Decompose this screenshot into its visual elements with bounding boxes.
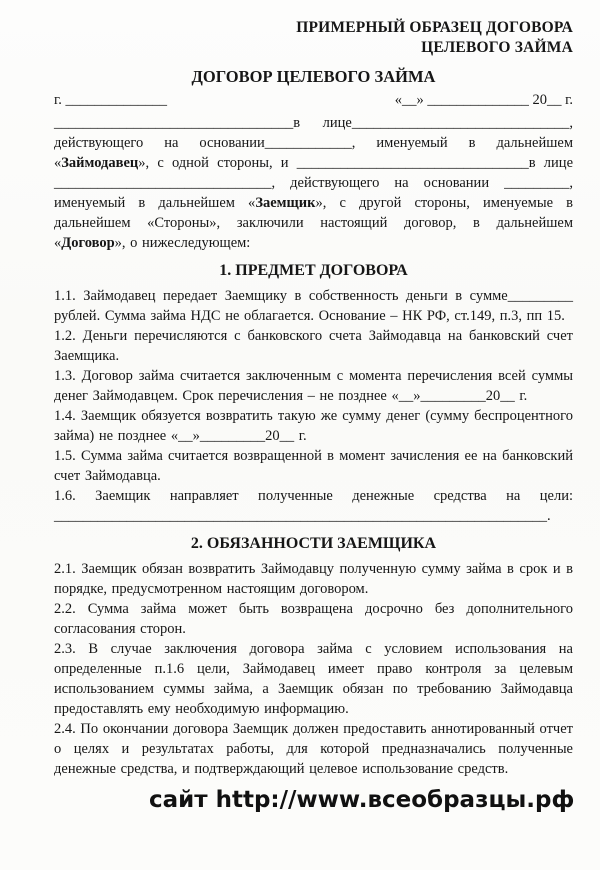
preamble-term-lender: Займодавец <box>61 155 139 171</box>
header-line-1: ПРИМЕРНЫЙ ОБРАЗЕЦ ДОГОВОРА <box>296 19 573 36</box>
preamble-segment-parties-3: », с другой стороны, именуемые в дальнейшем «Стороны», заключили настоящий договор, в дальнейшем « <box>54 195 573 251</box>
clause-1-4: 1.4. Заемщик обязуется возвратить такую же сумму денег (сумму беспроцентного займа) не позднее «__»_________20__ г. <box>54 408 573 444</box>
document-header-label <box>54 18 573 58</box>
clause-2-2: 2.2. Сумма займа может быть возвращена досрочно без дополнительного согласования сторон. <box>54 601 573 637</box>
clause-2-4: 2.4. По окончании договора Заемщик должен предоставить аннотированный отчет о целях и результатах работы, для которой предназначались полученные денежные средства, и подтверждающий целевое использование средств. <box>54 721 573 777</box>
clause-1-1: 1.1. Займодавец передает Заемщику в собственность деньги в сумме_________ рублей. Сумма займа НДС не облагается. Основание – НК РФ, ст.149, п.3, пп 15. <box>54 288 573 324</box>
date-line <box>54 90 573 111</box>
preamble-segment-parties-4: », о нижеследующем: <box>114 235 251 251</box>
clause-1-3: 1.3. Договор займа считается заключенным с момента перечисления всей суммы денег Займодавцем. Срок перечисления – не позднее «__»_________20__ г. <box>54 368 573 404</box>
preamble-term-contract: Договор <box>61 235 115 251</box>
section-2-heading: 2. ОБЯЗАННОСТИ ЗАЕМЩИКА <box>190 535 437 552</box>
preamble-segment-parties-2: », с одной стороны, и ________________________________в лице ______________________________, действующего на основании _________, именуемый в дальнейшем « <box>54 155 573 211</box>
preamble-paragraph <box>54 113 573 253</box>
clause-1-2: 1.2. Деньги перечисляются с банковского счета Займодавца на банковский счет Заемщика. <box>54 328 573 364</box>
clause-1-5: 1.5. Сумма займа считается возвращенной в момент зачисления ее на банковский счет Займодавца. <box>54 448 573 484</box>
header-line-2: ЦЕЛЕВОГО ЗАЙМА <box>421 39 573 56</box>
preamble-segment-parties-1: _________________________________в лице______________________________, действующего на основании____________, именуемый в дальнейшем « <box>54 115 573 171</box>
section-1-heading: 1. ПРЕДМЕТ ДОГОВОРА <box>219 262 408 279</box>
clause-2-1: 2.1. Заемщик обязан возвратить Займодавцу полученную сумму займа в срок и в порядке, предусмотренном настоящим договором. <box>54 561 573 597</box>
clause-2-3: 2.3. В случае заключения договора займа с условием использования на определенные п.1.6 цели, Займодавец имеет право контроля за целевым использованием суммы займа, а Заемщик обязан по требованию Займодавца предоставлять ему необходимую информацию. <box>54 641 573 717</box>
document-title: ДОГОВОР ЦЕЛЕВОГО ЗАЙМА <box>191 67 436 86</box>
footer-site-url: сайт http://www.всеобразцы.рф <box>149 787 575 813</box>
date-blank-field: «__» ______________ 20__ г. <box>394 92 573 108</box>
preamble-term-borrower: Заемщик <box>255 195 316 211</box>
clause-1-6: 1.6. Заемщик направляет полученные денежные средства на цели: ____________________________________________________________________. <box>54 488 573 524</box>
city-blank-field: г. ______________ <box>54 92 168 108</box>
